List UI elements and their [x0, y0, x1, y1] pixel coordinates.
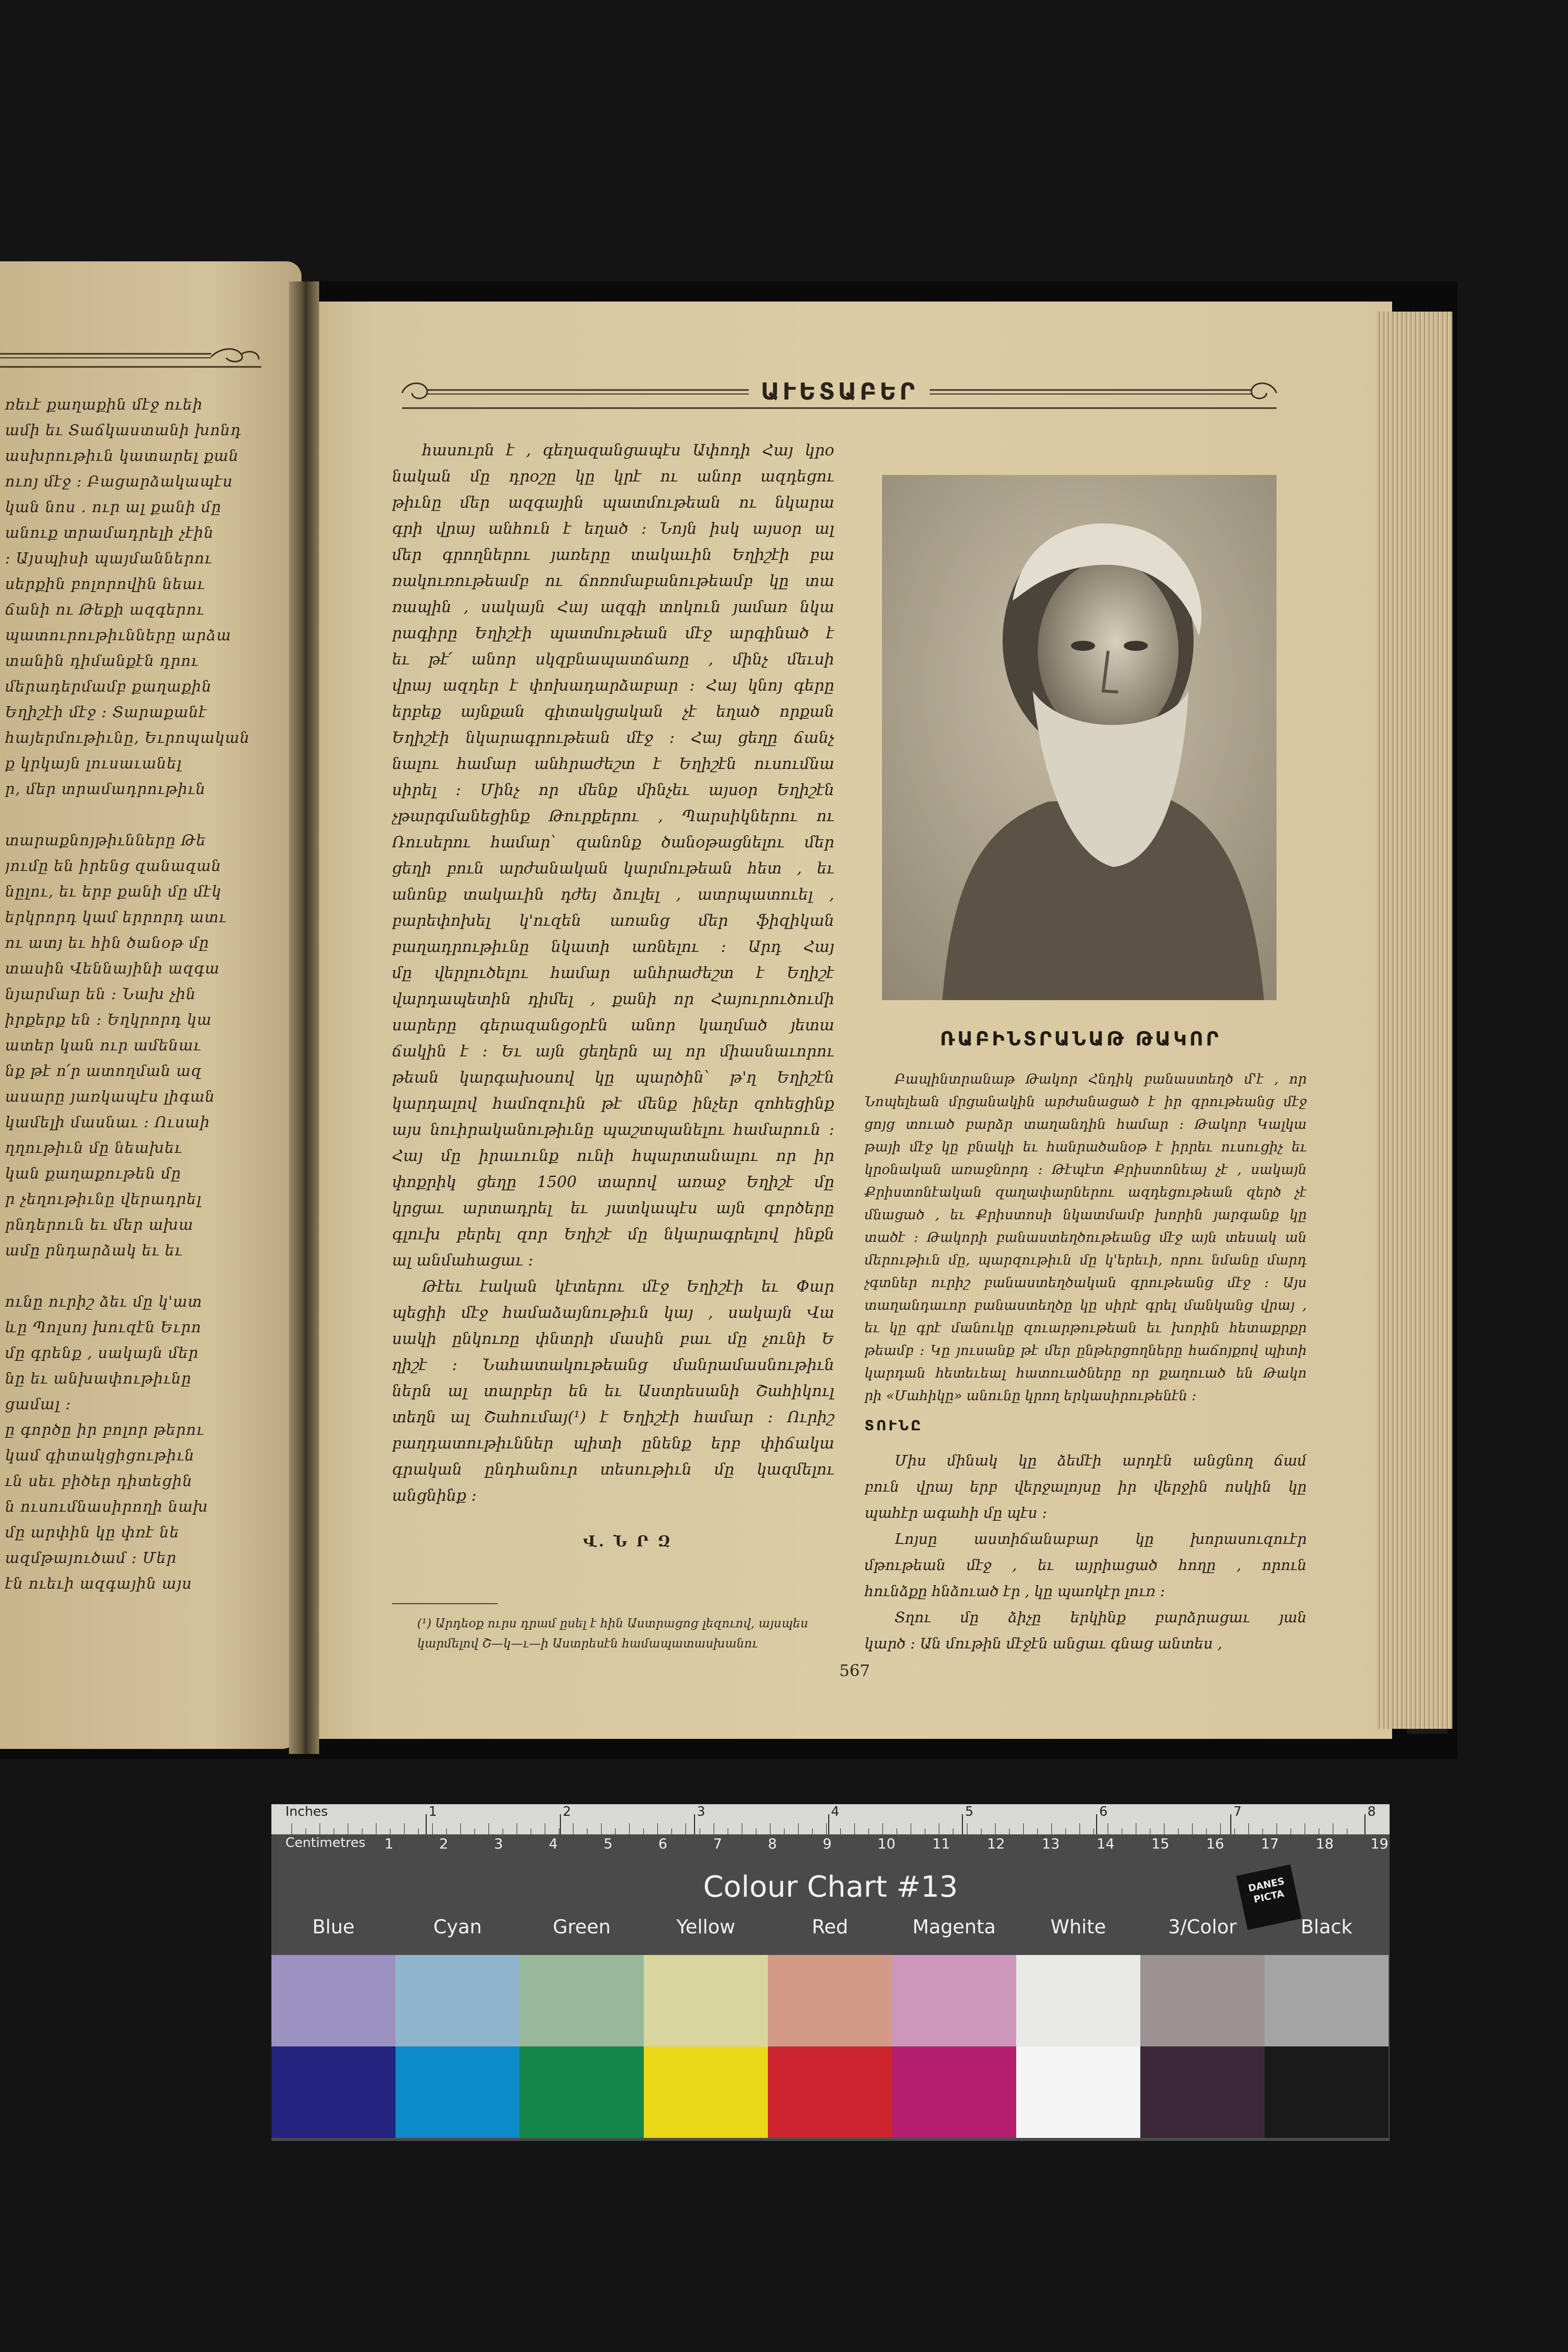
ruler-minor-tick [1051, 1823, 1052, 1834]
text-line: մերադերմամբ քաղաքին [5, 678, 212, 696]
text-line: այս նուիրականութիւնը պաշտպանելու համարուն ։ [392, 1121, 834, 1139]
text-line: պեցիի մէջ համաձայնութիւն կայ , սակայն Վա [392, 1304, 834, 1322]
text-line: իրքերք են ։ Եղկրորդ կա [5, 1011, 212, 1029]
text-line: բուն վրայ երբ վերջալոյսը իր վերջին ոսկին կը [864, 1478, 1307, 1495]
swatch-label: Red [812, 1916, 848, 1938]
ruler-minor-tick [784, 1828, 785, 1834]
text-line: գրական ընդհանուր տեսութիւն մը կազմելու [392, 1460, 834, 1479]
text-line: նը եւ անխափութիւնը [5, 1370, 191, 1388]
text-line: նալու համար անհրաժեշտ է Եղիշէն ուսումնա [392, 755, 834, 773]
text-line: մերութիւն մը, պարզութիւն մը կ'երեւի, որու նմանը մարդ [864, 1252, 1307, 1268]
ruler-minor-tick [291, 1823, 292, 1834]
poem-text [864, 1447, 1307, 1656]
ruler-minor-tick [671, 1828, 672, 1834]
swatch-bottom [768, 2046, 892, 2138]
text-line: տասին Վեննայինի ազգա [5, 960, 220, 977]
ruler-minor-tick [474, 1828, 475, 1834]
swatch-top [768, 1955, 892, 2046]
cm-tick-label: 15 [1151, 1835, 1169, 1852]
inch-tick-label: 5 [965, 1804, 973, 1819]
ruler-minor-tick [601, 1823, 602, 1834]
footnote-rule [392, 1603, 498, 1604]
cm-tick-label: 18 [1316, 1835, 1334, 1852]
ruler-minor-tick [643, 1828, 644, 1834]
author-signature: Վ. Ն Ր Զ [583, 1533, 672, 1550]
inch-tick-label: 3 [697, 1804, 706, 1819]
ruler-minor-tick [418, 1828, 419, 1834]
swatch-label: Cyan [433, 1916, 482, 1938]
text-line: ասարը յառկապէս լիգան [5, 1088, 215, 1106]
inch-tick-label: 8 [1367, 1804, 1376, 1819]
inch-tick [1364, 1814, 1365, 1834]
ruler-minor-tick [1262, 1828, 1263, 1834]
text-line: գրի վրայ անհուն է եղած ։ Նոյն իսկ այսօր ալ [392, 520, 834, 538]
text-line: մնացած , եւ Քրիստոսի նկատմամբ խորին յարգանք կը [864, 1207, 1307, 1223]
ruler-minor-tick [446, 1828, 447, 1834]
text-line: գլուխ բերել զոր Եղիշէ մը նկարագրելով ինքն [392, 1225, 834, 1243]
inch-tick [828, 1814, 829, 1834]
text-line: րնդերուն եւ մեր ախա [5, 1216, 193, 1234]
ruler-minor-tick [1023, 1823, 1024, 1834]
inch-tick-label: 4 [831, 1804, 840, 1819]
text-line: կամ գիտակցիցութիւն [5, 1447, 195, 1464]
text-line: կարծ ։ Ան մութին մէջէն անցաւ գնաց անտես , [864, 1635, 1222, 1652]
text-line: եւ կը գրէ մանուկը զուարթութեան եւ խորին հետաքրքր [864, 1320, 1307, 1336]
text-line: կարդան հետեւեալ հատուածները որ քաղուած են Թակո [864, 1365, 1307, 1381]
swatch-bottom [1140, 2046, 1264, 2138]
swatch-bottom [1016, 2046, 1140, 2138]
swatch-label: Yellow [676, 1916, 735, 1938]
text-line: պատուրութիւնները արձա [5, 627, 232, 644]
page-number: 567 [839, 1661, 870, 1680]
text-line: ր, մեր տրամադրութիւն [5, 780, 206, 798]
swatch-top [892, 1955, 1016, 2046]
cm-tick-label: 16 [1206, 1835, 1224, 1852]
swatch-bottom [1264, 2046, 1389, 2138]
ruler-minor-tick [1192, 1823, 1193, 1834]
cm-tick-label: 8 [768, 1835, 777, 1852]
inch-tick-label: 6 [1099, 1804, 1108, 1819]
text-line: կան նոս ․ ուր ալ քանի մը [5, 499, 222, 516]
text-line: նական մը դրօշը կը կրէ ու անոր ազդեցու [392, 467, 834, 485]
text-line: կրօնական առաջնորդ ։ Թէպէտ Քրիստոնեայ չէ , սակայն [864, 1162, 1307, 1178]
footnote: (¹) Արդեօք ուրս դրամ ըսել է հին Աստրացոց լեզուով, այսպես կարմելով Շ—կ—ւ—ի Աստրեսէն համապատասխանու [417, 1616, 809, 1650]
text-line: թեան կարգախօսով կը պարծին՝ թ'ղ Եղիշէն [392, 1068, 834, 1087]
centimetres-label: Centimetres [285, 1835, 366, 1850]
colour-chart [271, 1804, 1390, 2141]
left-page-text [5, 392, 286, 1597]
text-line: անուք տրամադրելի չէին [5, 524, 214, 542]
left-page-ornament [0, 347, 261, 372]
text-line: Նոպելեան մրցանակին արժանացած է իր գրութեանց մէջ [864, 1094, 1307, 1110]
text-line: Միս մինակ կը ձեմէի արդէն անցնող ճամ [895, 1452, 1307, 1469]
text-line: ևը Պոլսոյ խուզէն Եւրո [5, 1319, 202, 1336]
ruler-minor-tick [812, 1828, 813, 1834]
text-line: մեր գրողներու յառերը տակաւին Եղիշէի բա [392, 546, 834, 564]
text-line: կարդալով համոզուին թէ մենք ինչեր զոհեցինք [392, 1095, 834, 1113]
brand-logo: DANES PICTA [1236, 1865, 1302, 1930]
text-line: երբեք այնքան գիտակցական չէ եղած որքան [392, 703, 834, 721]
cm-tick-label: 17 [1261, 1835, 1279, 1852]
inch-tick [1096, 1814, 1097, 1834]
portrait-caption: ՌԱԲԻՆՏՐԱՆԱԹ ԹԱԿՈՐ [940, 1028, 1221, 1050]
text-line: ցոյց տուած բարձր տաղանդին համար ։ Թակոր Կալկա [864, 1117, 1307, 1132]
swatch-bottom [520, 2046, 644, 2138]
text-line: վարդապետին դիմել , քանի որ Հայուրուծումի [392, 990, 834, 1008]
ruler-minor-tick [1206, 1828, 1207, 1834]
cm-tick-label: 10 [877, 1835, 896, 1852]
swatch-labels [271, 1916, 1390, 1936]
swatch-label: Blue [312, 1916, 355, 1938]
text-line: մը գրենք , սակայն մեր [5, 1344, 199, 1362]
ruler-minor-tick [615, 1828, 616, 1834]
inch-tick [426, 1814, 427, 1834]
text-line: կան քաղաքութեն մը [5, 1165, 181, 1183]
cm-tick-label: 7 [713, 1835, 722, 1852]
swatch-top [1016, 1955, 1140, 2046]
swatch-top [271, 1955, 396, 2046]
text-line: բաղդատութիւններ պիտի ընենք երբ փիճակա [392, 1434, 834, 1452]
cm-tick-label: 5 [604, 1835, 613, 1852]
text-line: սիրել ։ Մինչ որ մենք մինչեւ այսօր Եղիշէն [392, 781, 834, 799]
text-line: ներն ալ տարբեր են եւ Աստրեսանի Շահիկուլ [392, 1382, 834, 1400]
text-line: Եղիշէի մէջ ։ Տարաքանէ [5, 704, 207, 721]
swatch-bottom [396, 2046, 520, 2138]
text-line: նք թէ ո՛ր ատողման ազ [5, 1062, 202, 1080]
text-line: ր չեղութիւնը վերադրել [5, 1191, 202, 1208]
text-line: ռակուռութեամբ ու ճոռոմաբանութեամբ կը տա [392, 572, 834, 590]
ruler-minor-tick [488, 1823, 489, 1834]
cm-tick-label: 13 [1042, 1835, 1060, 1852]
text-line: պահէր ագահի մը պէս ։ [864, 1504, 1047, 1521]
cm-tick-label: 11 [932, 1835, 950, 1852]
text-line: բարեփոխել կ'ուզեն առանց մեր ֆիզիկան [392, 912, 834, 930]
inch-tick [694, 1814, 695, 1834]
article-column-right [864, 1068, 1307, 1407]
cm-tick-label: 9 [823, 1835, 832, 1852]
swatch-bottom [892, 2046, 1016, 2138]
ruler-minor-tick [1248, 1823, 1249, 1834]
cm-tick-label: 4 [549, 1835, 558, 1852]
text-line: ռեւէ քաղաքին մէջ ուեի [5, 396, 203, 414]
text-line: Քրիստոնէական զաղափարներու ազդեցութեան զերծ չէ [864, 1185, 1307, 1200]
swatch-label: Green [552, 1916, 611, 1938]
text-line: բաղադրութիւնը նկատի առնելու ։ Արդ Հայ [392, 938, 834, 956]
text-line: ճանի ու Թեքի ազգերու [5, 601, 205, 619]
ruler-minor-tick [1178, 1828, 1179, 1834]
cm-tick-label: 19 [1370, 1835, 1389, 1852]
text-line: ուոյ մէջ ։ Բացարձակապէս [5, 473, 233, 491]
text-line: ն ուսումնասիրողի նախ [5, 1498, 209, 1516]
text-line: կամելի մասնաւ ։ Ուսաի [5, 1114, 210, 1131]
text-line: Թէեւ էական կէտերու մէջ Եղիշէի եւ Փար [422, 1278, 834, 1296]
text-line: մթութեան մէջ , եւ այրիացած հողը , որուն [864, 1556, 1307, 1574]
ruler-minor-tick [798, 1823, 799, 1834]
text-line: ղիշէ ։ Նահատակութեանց մանրամասնութիւն [392, 1356, 834, 1374]
text-line: փոքրիկ ցեղը 1500 տարով առաջ Եղիշէ մը [392, 1173, 834, 1191]
poem-title: ՏՈՒՆԸ [864, 1417, 923, 1434]
portrait-photo [882, 475, 1277, 1000]
article-column-left [392, 437, 834, 1509]
inch-tick [560, 1814, 561, 1834]
text-line: Ռուսերու համար՝ զանոնք ծանօթացնելու մեր [392, 833, 834, 851]
swatch-bottom [644, 2046, 768, 2138]
text-line: հասուրն է , գեղազանցապէս Ափոդի Հայ կրօ [422, 441, 834, 459]
swatch-top [520, 1955, 644, 2046]
text-line: ։ Այսպիսի պայմաններու [5, 550, 213, 567]
ruler-minor-tick [981, 1828, 982, 1834]
cm-tick-label: 12 [987, 1835, 1005, 1852]
text-line: Հայ մը իրաւունք ունի հպարտանալու որ իր [392, 1147, 834, 1165]
text-line: անոնք տակաւին դժեյ ձուլել , ատրպատուել , [392, 886, 834, 904]
text-line: սակի ընկուռը փնտրի մասին բաւ մը չունի Ե [392, 1330, 834, 1348]
ruler-minor-tick [1037, 1828, 1038, 1834]
text-line: էն ուեւի ազգային այս [5, 1575, 192, 1593]
text-line: նյարմար են ։ Նախ չին [5, 986, 197, 1003]
text-line: րագիրը Եղիշէի պատմութեան մէջ արգինած է [392, 624, 834, 642]
ruler-minor-tick [657, 1823, 658, 1834]
page-edges [1377, 312, 1452, 1729]
ruler-minor-tick [1065, 1828, 1066, 1834]
swatch-bottom [271, 2046, 396, 2138]
text-line: չթարգմանեցինք Թուրքերու , Պարսիկներու ու [392, 807, 834, 825]
text-line: տաղանդաւոր բանաստեղծը կը սիրէ գրել մանկանց վրայ , [864, 1298, 1307, 1313]
portrait-image [882, 475, 1277, 1000]
text-line: ռապին , սակայն Հայ ազգի տոկուն յամառ նկա [392, 598, 834, 616]
chart-title: Colour Chart #13 [703, 1870, 958, 1904]
inch-tick [962, 1814, 963, 1834]
text-line: ը գործը իր բոլոր թերու [5, 1421, 205, 1439]
text-line: ւն սեւ բիծեր դիտեցին [5, 1473, 193, 1490]
ruler-minor-tick [995, 1823, 996, 1834]
page-header [397, 378, 1282, 413]
inch-tick-label: 2 [562, 1804, 571, 1819]
text-line: ճակին է ։ Եւ այն ցեղերն ալ որ միասնաւորու [392, 1042, 834, 1060]
text-line [5, 802, 286, 828]
swatch-top [644, 1955, 768, 2046]
cm-tick-label: 3 [494, 1835, 503, 1852]
swatch-top [396, 1955, 520, 2046]
ruler-minor-tick [404, 1823, 405, 1834]
ruler-minor-tick [868, 1828, 869, 1834]
ruler-minor-tick [432, 1823, 433, 1834]
text-line: թիւնը մեր ազգային պատմութեան ու նկարա [392, 494, 834, 512]
swatch-label: White [1050, 1916, 1106, 1938]
inches-label: Inches [285, 1804, 328, 1819]
text-line: անցնինք ։ [392, 1487, 477, 1505]
text-line: տանին դիմանքէն դրու [5, 652, 199, 670]
text-line: ամի եւ Տաճկաստանի խոնդ [5, 422, 242, 439]
text-line: րի «Մահիկը» անունը կրող երկասիրութենէն ։ [864, 1388, 1197, 1404]
text-line: տեղն ալ Շահումայ(¹) է Եղիշէի համար ։ Ուրիշ [392, 1408, 834, 1426]
ruler-minor-tick [840, 1828, 841, 1834]
text-line: նըլու, եւ երբ քանի մը մէկ [5, 883, 222, 901]
text-line: ու ատյ եւ հին ծանօթ մը [5, 934, 210, 952]
text-line: երկրորդ կամ երրորդ ատւ [5, 909, 227, 926]
text-line: հայերմութիւնը, Եւրոպական [5, 729, 250, 747]
text-line: թայի մէջ կը բնակի եւ հանրածանօթ է իրրեւ ուսուցիչ եւ [864, 1139, 1307, 1155]
swatch-top [1264, 1955, 1389, 2046]
ruler-minor-tick [685, 1823, 686, 1834]
text-line: Բապինտրանաթ Թակոր Հնդիկ բանաստեղծ մ'է , որ [895, 1071, 1307, 1087]
ruler-minor-tick [460, 1823, 461, 1834]
text-line: ատեր կան ուր ամենաւ [5, 1037, 202, 1054]
inch-tick [1230, 1814, 1231, 1834]
text-line: տարաքնոյթիւնները Թե [5, 832, 207, 849]
inch-tick-label: 1 [428, 1804, 437, 1819]
text-line: կրցաւ արտադրել եւ յատկապէս այն գործերը [392, 1199, 834, 1217]
text-line: թեամբ ։ Կը յուսանք թէ մեր ընթերցողները հաճոյքով պիտի [864, 1343, 1307, 1358]
text-line: Եղիշէի նկարագրութեան մէջ ։ Հայ ցեղը ճանչ [392, 729, 834, 747]
text-line: Լոյսը աստիճանաբար կը խորասուզուէր [895, 1530, 1307, 1547]
text-line: ցեղի բուն արժանական կարմութեան հետ , եւ [392, 859, 834, 877]
cm-tick-label: 2 [439, 1835, 448, 1852]
ruler-minor-tick [1234, 1828, 1235, 1834]
text-line: ասխրութիւն կատարել քան [5, 447, 239, 465]
text-line: յումը են իրենց զանազան [5, 857, 222, 875]
text-line: վրայ ազդեր է փոխադարձաբար ։ Հայ կնոյ գերը [392, 676, 834, 695]
text-line: մը արփին կը փռէ նե [5, 1524, 180, 1541]
ruler-minor-tick [1220, 1823, 1221, 1834]
text-line: ամը րնդարձակ եւ եւ [5, 1242, 183, 1259]
text-line: եւ թէ՛ անոր սկզբնապատճառը , մինչ մեւսի [392, 650, 834, 668]
cm-tick-label: 6 [658, 1835, 667, 1852]
text-line: ղղութիւն մը նեախեւ [5, 1139, 182, 1157]
ruler-minor-tick [826, 1823, 827, 1834]
ruler-minor-tick [1009, 1828, 1010, 1834]
swatch-top [1140, 1955, 1264, 2046]
ruler [271, 1804, 1390, 1834]
text-line: Տղու մը ձիչը երկինք բարձրացաւ յան [895, 1609, 1307, 1626]
text-line: ալ անմահացաւ ։ [392, 1251, 534, 1269]
swatch-label: Magenta [912, 1916, 996, 1938]
text-line: մը վերլուծելու համար անհրաժեշտ է Եղիշէ [392, 964, 834, 982]
cm-tick-label: 1 [384, 1835, 394, 1852]
inch-tick-label: 7 [1233, 1804, 1242, 1819]
ruler-minor-tick [629, 1823, 630, 1834]
journal-title: ԱՒԵՏԱԲԵՐ [760, 378, 918, 405]
text-line: ցամալ ։ [5, 1396, 71, 1413]
book-gutter [289, 281, 319, 1754]
cm-tick-label: 14 [1097, 1835, 1115, 1852]
text-line: սերքին բոլորովին նեաւ [5, 575, 206, 593]
text-line: ք կրկայն լուսաւանել [5, 755, 182, 772]
text-line: չգտներ ուրիշ բանաստեղծական գրութեանց մէջ ։ Այս [864, 1275, 1307, 1291]
swatch-label: 3/Color [1168, 1916, 1237, 1938]
swatch-label: Black [1301, 1916, 1352, 1938]
ruler-minor-tick [854, 1823, 855, 1834]
text-line: սարերը գերազանցօրէն անոր կաղմած յետա [392, 1016, 834, 1034]
text-line: տածէ ։ Թակորի բանաստեղծութեանց մէջ այն տեսակ ան [864, 1230, 1307, 1245]
text-line [5, 1263, 286, 1289]
text-line: ազմթայուծամ ։ Մեր [5, 1549, 177, 1567]
text-line: հունձքը հնձուած էր , կը պառկէր լուռ ։ [864, 1583, 1165, 1600]
text-line: ունը ուրիշ ձեւ մը կ'ատ [5, 1293, 203, 1311]
